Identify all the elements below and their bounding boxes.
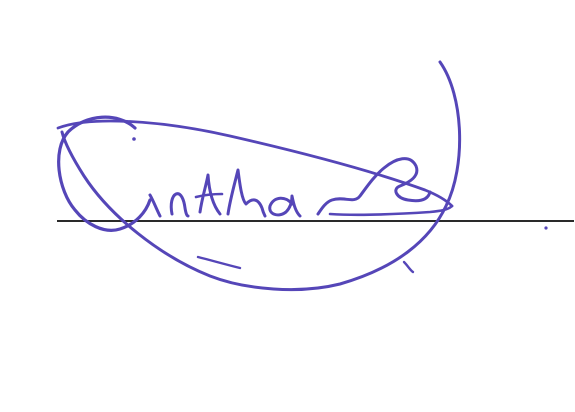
signature-underline-dash	[198, 257, 240, 268]
signature-i-dot	[132, 137, 136, 141]
signature-t-cross	[196, 194, 222, 197]
signature-letter-i	[150, 195, 160, 216]
signature-letter-h	[228, 170, 265, 216]
signature-c-loop	[59, 117, 150, 230]
signature-right-oval	[62, 62, 460, 290]
signature-letter-n	[171, 194, 188, 216]
line-end-dot	[544, 226, 547, 229]
signature-underline-tick	[404, 262, 413, 272]
signature-letter-a	[270, 196, 300, 216]
signature-baseline-stroke	[330, 206, 452, 215]
signature-graphic	[58, 62, 460, 290]
